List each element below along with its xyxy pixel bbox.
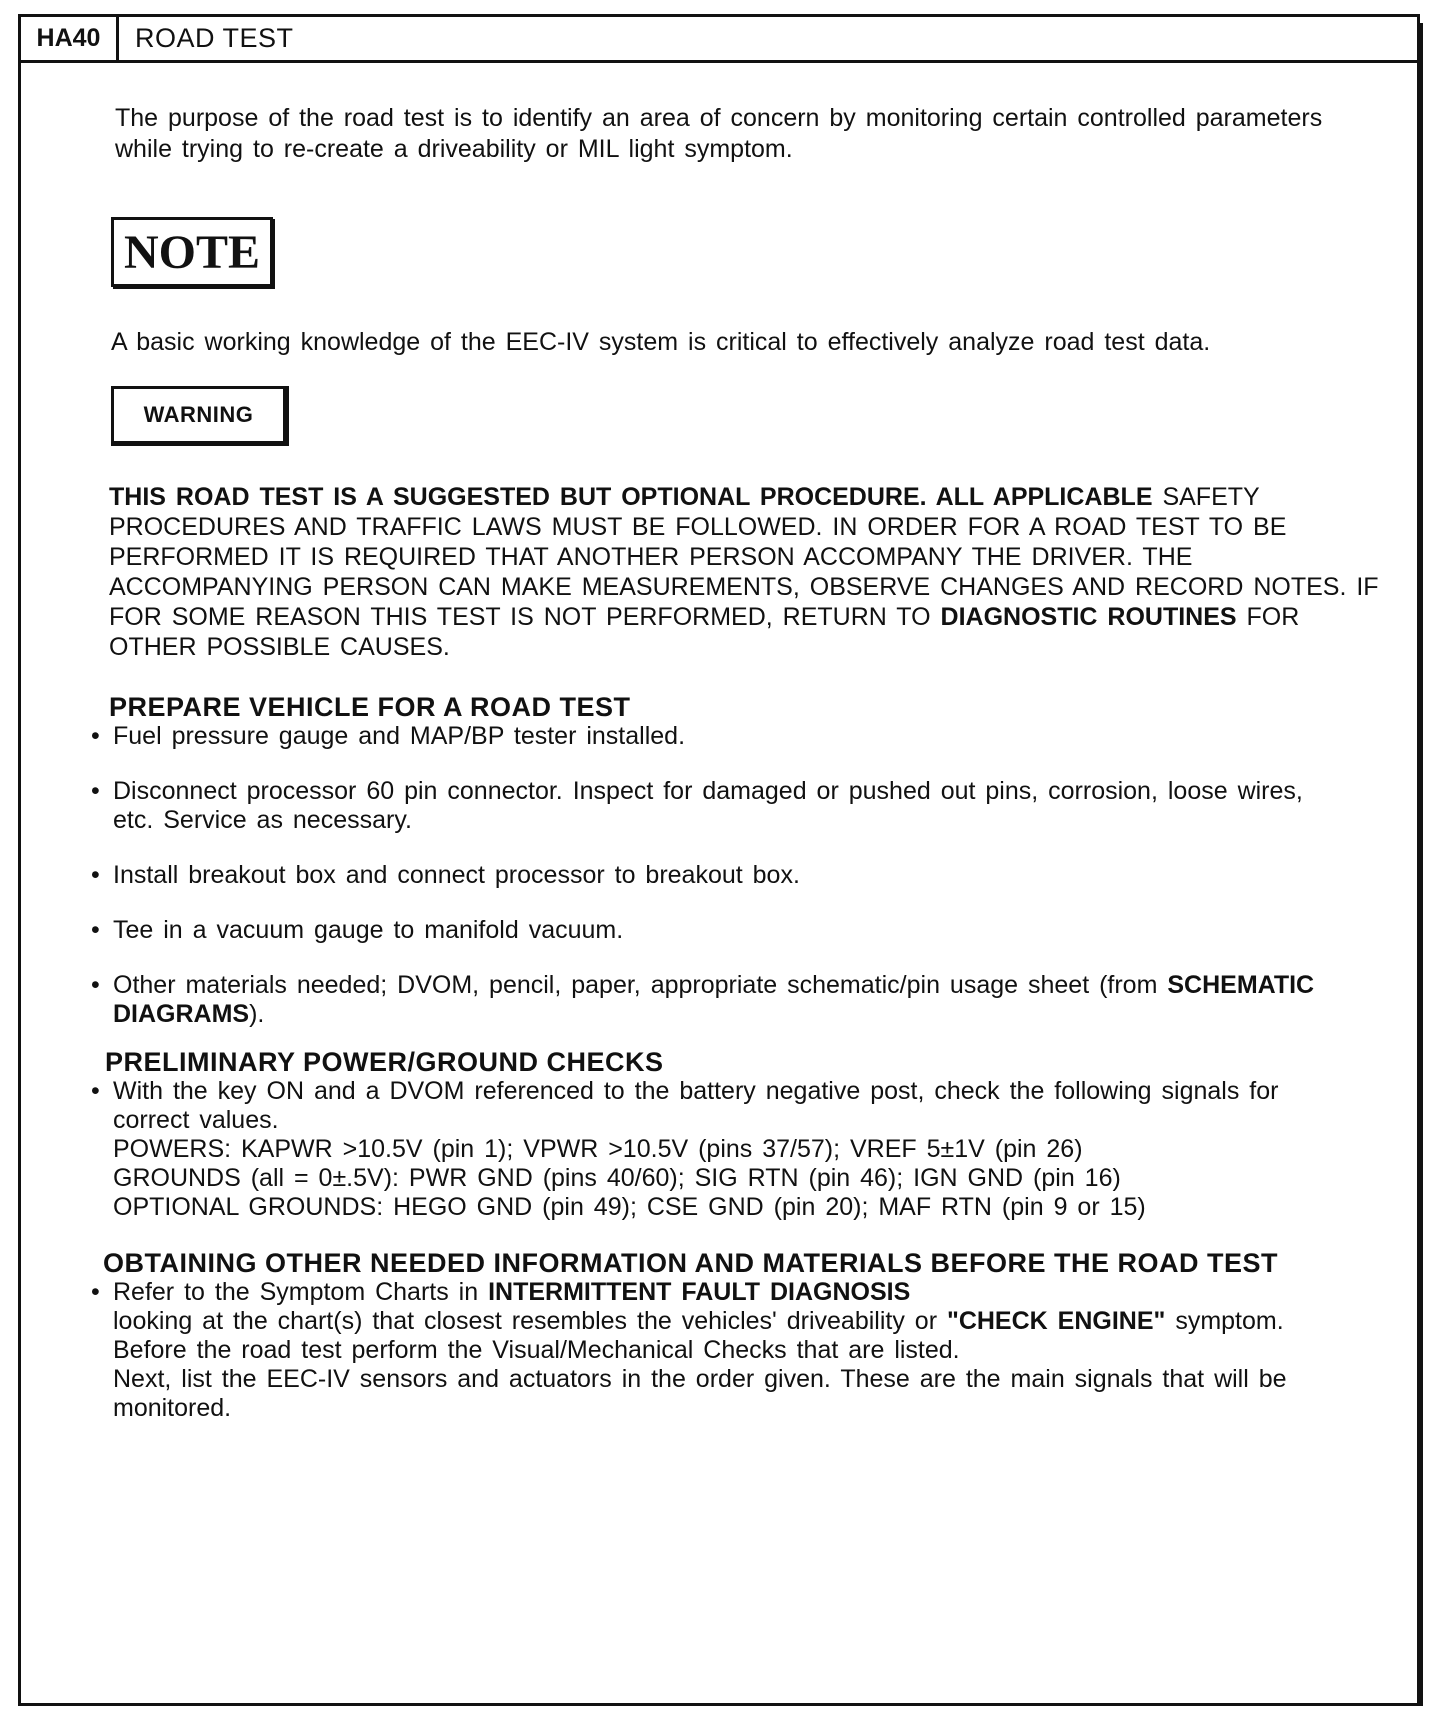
- symptom-charts-line: [113, 1278, 1329, 1307]
- section-title: ROAD TEST: [135, 23, 294, 53]
- list-item: [89, 1278, 1329, 1423]
- warning-label: WARNING: [111, 386, 289, 446]
- warning-body: SAFETY PROCEDURES AND TRAFFIC LAWS MUST BE FOLLOWED. IN ORDER FOR A ROAD TEST TO BE PERFORMED IT IS REQUIRED THAT ANOTHER PERSON ACCOMPANY THE DRIVER. THE ACCOMPANYING PERSON CAN MAKE MEASUREMENTS, OBSERVE CHANGES AND RECORD NOTES. IF FOR SOME REASON THIS TEST IS NOT PERFORMED, RETURN TO: [109, 483, 1379, 631]
- symptom-charts-text: Refer to the Symptom Charts in: [113, 1278, 489, 1306]
- list-item: • Tee in a vacuum gauge to manifold vacuum.: [89, 916, 1319, 945]
- section-header: [21, 17, 1417, 63]
- prepare-list: [89, 722, 1319, 1029]
- warning-lead: THIS ROAD TEST IS A SUGGESTED BUT OPTIONAL PROCEDURE. ALL APPLICABLE: [109, 483, 1153, 511]
- chart-guidance-tail: symptom. Before the road test perform the Visual/Mechanical Checks that are listed.: [113, 1307, 1284, 1364]
- materials-tail: ).: [249, 1000, 265, 1028]
- warning-tail: FOR OTHER POSSIBLE CAUSES.: [109, 603, 1300, 661]
- list-item: • Install breakout box and connect processor to breakout box.: [89, 861, 1319, 890]
- note-text: A basic working knowledge of the EEC-IV system is critical to effectively analyze road test data.: [111, 328, 1211, 356]
- preliminary-intro: • With the key ON and a DVOM referenced to the battery negative post, check the following signals for correct values.: [113, 1077, 1279, 1134]
- warning-reference: DIAGNOSTIC ROUTINES: [940, 603, 1237, 631]
- intro-paragraph: The purpose of the road test is to identify an area of concern by monitoring certain controlled parameters while trying to re-create a driveability or MIL light symptom.: [115, 104, 1323, 163]
- powers-values: POWERS: KAPWR >10.5V (pin 1); VPWR >10.5V (pins 37/57); VREF 5±1V (pin 26): [113, 1135, 1083, 1163]
- prepare-heading: PREPARE VEHICLE FOR A ROAD TEST: [109, 692, 631, 722]
- grounds-values: GROUNDS (all = 0±.5V): PWR GND (pins 40/60); SIG RTN (pin 46); IGN GND (pin 16): [113, 1164, 1121, 1192]
- preliminary-heading: PRELIMINARY POWER/GROUND CHECKS: [105, 1047, 664, 1077]
- document-body: [89, 103, 1379, 1423]
- list-item: [89, 1077, 1329, 1222]
- chart-guidance: [113, 1307, 1329, 1365]
- chart-guidance-text: looking at the chart(s) that closest resembles the vehicles' driveability or: [113, 1307, 947, 1335]
- materials-text: Other materials needed; DVOM, pencil, paper, appropriate schematic/pin usage sheet (from: [113, 971, 1168, 999]
- list-item: • Disconnect processor 60 pin connector. Inspect for damaged or pushed out pins, corrosion, loose wires, etc. Service as necessary.: [89, 777, 1319, 835]
- page-frame: [18, 14, 1420, 1706]
- preliminary-list: [89, 1077, 1329, 1222]
- section-code: HA40: [21, 17, 119, 60]
- list-item: [89, 971, 1319, 1029]
- optional-grounds-values: OPTIONAL GROUNDS: HEGO GND (pin 49); CSE GND (pin 20); MAF RTN (pin 9 or 15): [113, 1193, 1146, 1221]
- materials-reference: SCHEMATIC DIAGRAMS: [113, 971, 1315, 1028]
- obtaining-heading: OBTAINING OTHER NEEDED INFORMATION AND MATERIALS BEFORE THE ROAD TEST: [103, 1248, 1278, 1278]
- intermittent-fault-reference: INTERMITTENT FAULT DIAGNOSIS: [488, 1278, 911, 1306]
- sensor-list-instruction: Next, list the EEC-IV sensors and actuators in the order given. These are the main signals that will be monitored.: [113, 1365, 1287, 1422]
- list-item: • Fuel pressure gauge and MAP/BP tester installed.: [89, 722, 1319, 751]
- check-engine-reference: "CHECK ENGINE": [946, 1307, 1166, 1335]
- obtaining-list: [89, 1278, 1329, 1423]
- warning-text: [109, 482, 1379, 662]
- note-label: NOTE: [111, 217, 273, 287]
